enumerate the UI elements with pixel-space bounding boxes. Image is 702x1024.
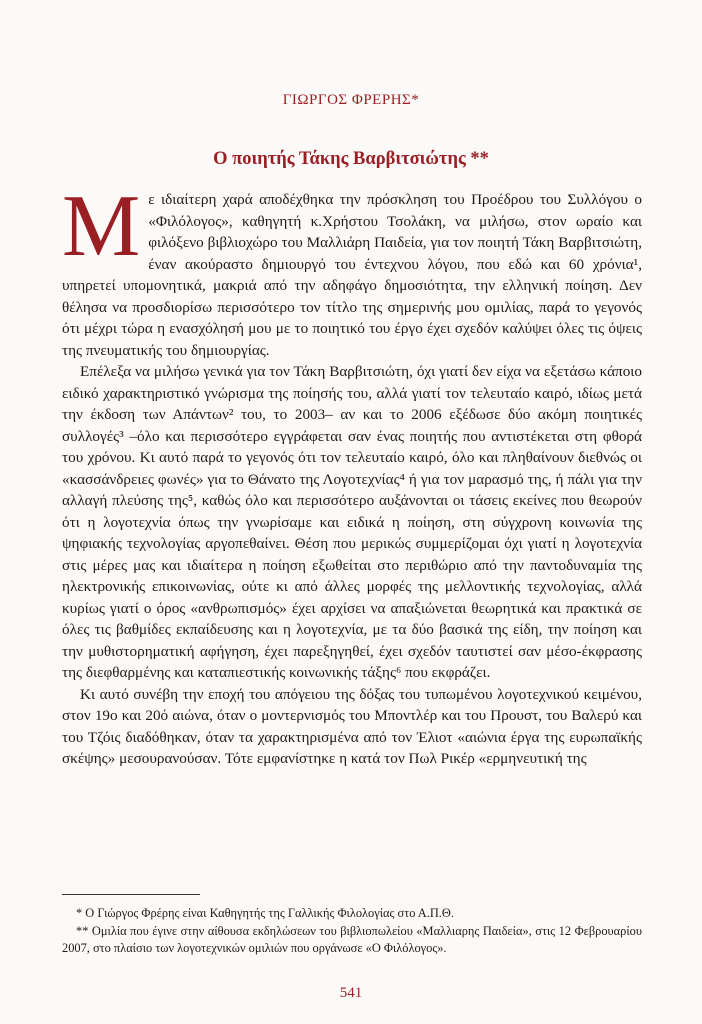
footnote: * Ο Γιώργος Φρέρης είναι Καθηγητής της Γαλλικής Φιλολογίας στο Α.Π.Θ. xyxy=(76,906,454,920)
author-name: ΓΙΩΡΓΟΣ ΦΡΕΡΗΣ* xyxy=(282,92,420,108)
footnotes xyxy=(62,905,642,958)
page-number: 541 xyxy=(339,985,363,1001)
footnote: ** Ομιλία που έγινε στην αίθουσα εκδηλώσεων του βιβλιοπωλείου «Μαλλιαρης Παιδεία», στις 12 Φεβρουαρίου 2007, στο πλαίσιο των λογοτεχνικών ομιλιών που οργάνωσε «Ο Φιλόλογος». xyxy=(62,924,642,955)
article-body xyxy=(62,178,642,770)
paragraph-text: ε ιδιαίτερη χαρά αποδέχθηκα την πρόσκληση του Προέδρου του Συλλόγου ο «Φιλόλογος», καθηγητή κ.Χρήστου Τσολάκη, να μιλήσω, στον ωραίο και φιλόξενο βιβλιοχώρο του Μαλλιάρη Παιδεία, για τον ποιητή Τάκη Βαρβιτσιώτη, έναν ακούραστο δημιουργό του έντεχνου λόγου, που εδώ και 60 χρόνια¹, υπηρετεί υπομονητικά, μακριά από την αδηφάγο δημοσιότητα, την ελληνική ποίηση. Δεν θέλησα να προσδιορίσω περισσότερο τον τίτλο της σημερινής μου ομιλίας, παρά το γεγονός ότι μέχρι τώρα η ενασχόλησή μου με το ποιητικό του έργο έχει σχεδόν καλύψει όλες τις όψεις της πνευματικής του δημιουργίας. xyxy=(62,191,642,359)
footnote-divider xyxy=(62,894,200,895)
paragraph xyxy=(62,178,642,361)
article-title: Ο ποιητής Τάκης Βαρβιτσιώτης ** xyxy=(213,149,489,169)
paragraph: Επέλεξα να μιλήσω γενικά για τον Τάκη Βαρβιτσιώτη, όχι γιατί δεν είχα να εξετάσω κάποιο ειδικό χαρακτηριστικό γνώρισμα της ποίησής του, αλλά γιατί τον τελευταίο καιρό, ιδίως μετά την έκδοση των Απάντων² του, το 2003– αν και το 2006 εξέδωσε δύο ακόμη ποιητικές συλλογές³ –όλο και περισσότερο εγγράφεται σαν ένας ποιητής που αντιστέκεται στη φθορά του χρόνου. Κι αυτό παρά το γεγονός ότι τον τελευταίο καιρό, όλο και πληθαίνουν διεθνώς οι «κασσάνδρειες φωνές» για το Θάνατο της Λογοτεχνίας⁴ ή για τον μαρασμό της, ή πάλι για την αλλαγή πλεύσης της⁵, καθώς όλο και περισσότερο αυξάνονται οι τάσεις εκείνες που θεωρούν ότι η λογοτεχνία όπως την γνωρίσαμε και ειδικά η ποίηση, στη σύγχρονη κοινωνία της ψηφιακής τεχνολογίας αργοπεθαίνει. Θέση που μερικώς συμμερίζομαι όχι γιατί η λογοτεχνία στις μέρες μας και ιδιαίτερα η ποίηση εξωθείται στο περιθώριο από την παντοδυναμία της ηλεκτρονικής επικοινωνίας, ούτε κι από άλλες μορφές της μελλοντικής τεχνολογίας, αλλά κυρίως γιατί ο όρος «ανθρωπισμός» έχει αρχίσει να απαξιώνεται θεωρητικά και πρακτικά σε όλες τις βαθμίδες εκπαίδευσης και η λογοτεχνία, με τα δύο βασικά της είδη, την ποίηση και την μυθιστορηματική αφήγηση, έχει παρεξηγηθεί, έχει σχεδόν ταυτιστεί σαν μέσο-έκφρασης της διεφθαρμένης και καταπιεστικής κοινωνικής τάξης⁶ που εκφράζει. xyxy=(62,363,642,681)
drop-cap: Μ xyxy=(62,178,141,275)
paragraph: Κι αυτό συνέβη την εποχή του απόγειου της δόξας του τυπωμένου λογοτεχνικού κειμένου, στον 19ο και 20ό αιώνα, όταν ο μοντερνισμός του Μποντλέρ και του Προυστ, του Βαλερύ και του Τζόις διαδόθηκαν, όταν τα χαρακτηρισμένα από τον Έλιοτ «αιώνια έργα της ευρωπαϊκής σκέψης» μεσουρανούσαν. Τότε εμφανίστηκε η κατά τον Πωλ Ρικέρ «ερμηνευτική της xyxy=(62,685,642,767)
